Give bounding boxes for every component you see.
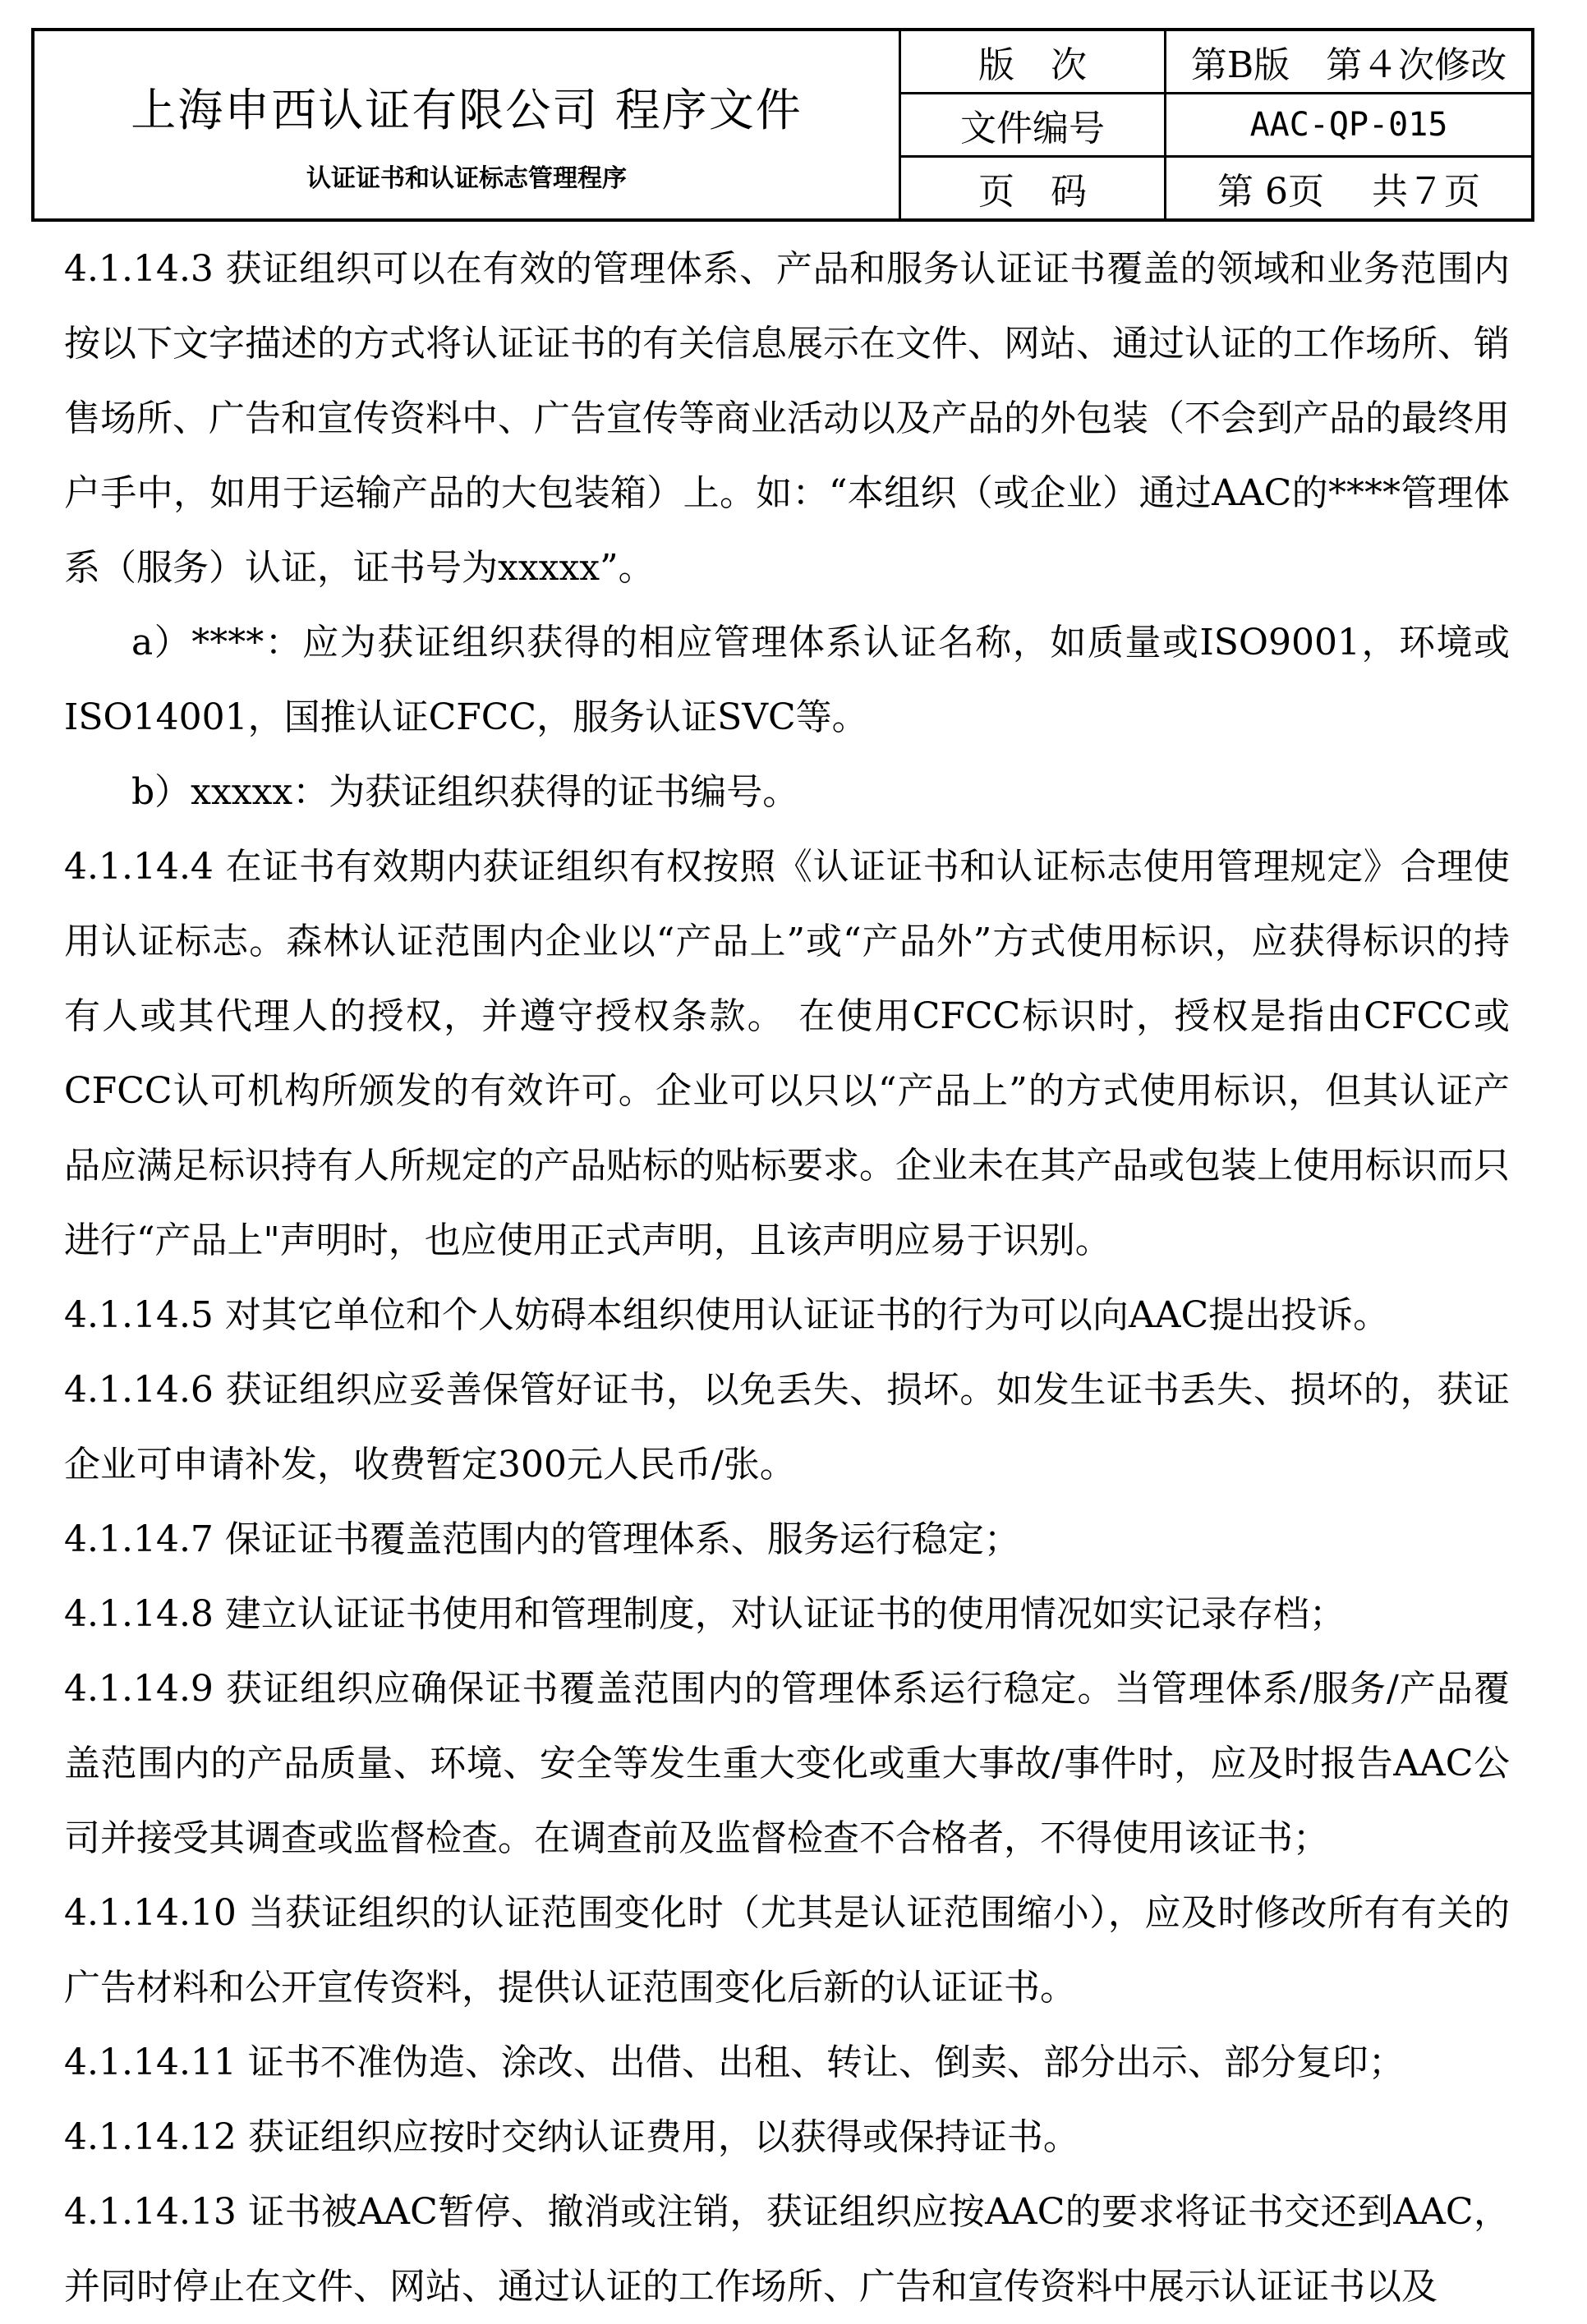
document-header-table [31,28,1534,222]
company-title: 上海申西认证有限公司 程序文件 [131,84,803,136]
version-value: 第B版 第４次修改 [1190,44,1507,86]
paragraph-4-1-14-7: 4.1.14.7 保证证书覆盖范围内的管理体系、服务运行稳定； [64,1518,1020,1560]
paragraph-item-a: a）****：应为获证组织获得的相应管理体系认证名称，如质量或ISO9001，环境或ISO14001，国推认证CFCC，服务认证SVC等。 [64,622,1510,738]
header-row-version [901,31,1531,94]
paragraph-4-1-14-4: 4.1.14.4 在证书有效期内获证组织有权按照《认证证书和认证标志使用管理规定》合理使用认证标志。森林认证范围内企业以“产品上”或“产品外”方式使用标识，应获得标识的持有人或其代理人的授权，并遵守授权条款。 在使用CFCC标识时，授权是指由CFCC或CFCC认可机构所颁发的有效许可。企业可以只以“产品上”的方式使用标识，但其认证产品应满足标识持有人所规定的产品贴标的贴标要求。企业未在其产品或包装上使用标识而只进行“产品上"声明时，也应使用正式声明，且该声明应易于识别。 [64,846,1510,1261]
version-label: 版 次 [901,31,1166,92]
header-meta-cells [901,31,1531,218]
paragraph-4-1-14-3: 4.1.14.3 获证组织可以在有效的管理体系、产品和服务认证证书覆盖的领域和业务范围内按以下文字描述的方式将认证证书的有关信息展示在文件、网站、通过认证的工作场所、销售场所、广告和宣传资料中、广告宣传等商业活动以及产品的外包装（不会到产品的最终用户手中，如用于运输产品的大包装箱）上。如：“本组织（或企业）通过AAC的****管理体系（服务）认证，证书号为xxxxx”。 [64,248,1510,589]
header-row-doc-number [901,94,1531,158]
page-label: 页 码 [901,158,1166,218]
paragraph-4-1-14-10: 4.1.14.10 当获证组织的认证范围变化时（尤其是认证范围缩小），应及时修改所有有关的广告材料和公开宣传资料，提供认证范围变化后新的认证证书。 [64,1892,1510,2009]
paragraph-4-1-14-5: 4.1.14.5 对其它单位和个人妨碍本组织使用认证证书的行为可以向AAC提出投诉。 [64,1294,1390,1336]
paragraph-4-1-14-11: 4.1.14.11 证书不准伪造、涂改、出借、出租、转让、倒卖、部分出示、部分复印； [64,2042,1405,2083]
doc-number-value: AAC-QP-015 [1249,106,1448,144]
header-row-page [901,158,1531,218]
paragraph-4-1-14-9: 4.1.14.9 获证组织应确保证书覆盖范围内的管理体系运行稳定。当管理体系/服务/产品覆盖范围内的产品质量、环境、安全等发生重大变化或重大事故/事件时，应及时报告AAC公司并接受其调查或监督检查。在调查前及监督检查不合格者，不得使用该证书； [64,1668,1510,1859]
page-value: 第 6页 共７页 [1217,171,1480,213]
paragraph-4-1-14-8: 4.1.14.8 建立认证证书使用和管理制度，对认证证书的使用情况如实记录存档； [64,1593,1346,1635]
paragraph-item-b: b）xxxxx：为获证组织获得的证书编号。 [131,771,799,813]
paragraph-4-1-14-12: 4.1.14.12 获证组织应按时交纳认证费用，以获得或保持证书。 [64,2116,1079,2158]
paragraph-4-1-14-6: 4.1.14.6 获证组织应妥善保管好证书，以免丢失、损坏。如发生证书丢失、损坏的，获证企业可申请补发，收费暂定300元人民币/张。 [64,1369,1510,1486]
paragraph-4-1-14-13: 4.1.14.13 证书被AAC暂停、撤消或注销，获证组织应按AAC的要求将证书交还到AAC，并同时停止在文件、网站、通过认证的工作场所、广告和宣传资料中展示认证证书以及 [64,2191,1510,2308]
document-body [64,232,1510,2324]
procedure-title: 认证证书和认证标志管理程序 [306,164,627,193]
header-title-cell [34,31,901,218]
doc-number-label: 文件编号 [901,94,1166,155]
